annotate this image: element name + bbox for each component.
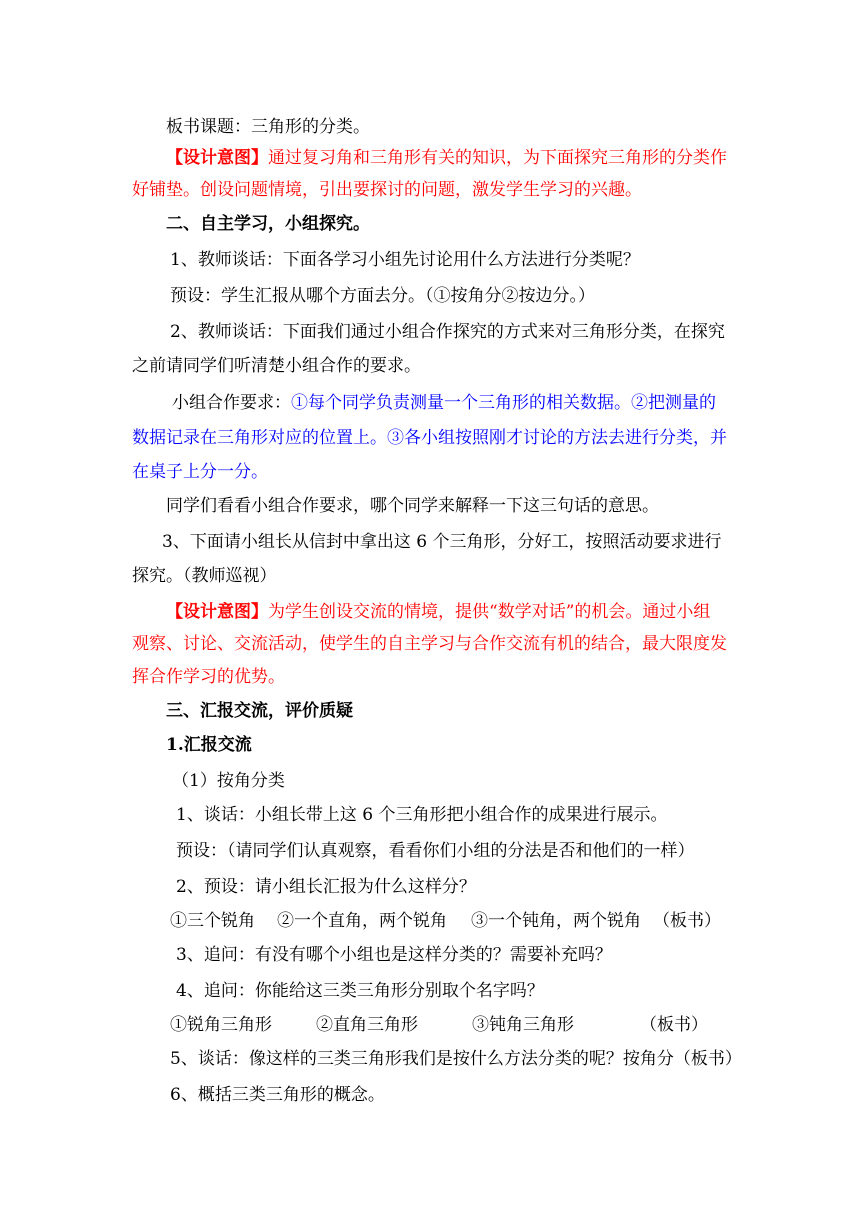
paragraph-step-3-line-1: 3、下面请小组长从信封中拿出这 6 个三角形，分好工，按照活动要求进行 <box>162 532 722 552</box>
paragraph-teacher-talk-2-line-1: 2、教师谈话：下面我们通过小组合作探究的方式来对三角形分类，在探究 <box>170 322 725 342</box>
group-requirements-text: ①每个同学负责测量一个三角形的相关数据。②把测量的 <box>291 393 716 413</box>
design-intent-1-line-1 <box>166 147 727 169</box>
design-intent-1-line-2: 好铺垫。创设问题情境，引出要探讨的问题，激发学生学习的兴趣。 <box>132 180 642 200</box>
design-intent-tag: 【设计意图】 <box>166 148 268 168</box>
paragraph-preset-2: 预设：（请同学们认真观察，看看你们小组的分法是否和他们的一样） <box>176 841 695 861</box>
group-requirements-line-3: 在桌子上分一分。 <box>132 462 268 482</box>
paragraph-step-3-line-2: 探究。（教师巡视） <box>132 566 277 586</box>
paragraph-follow-up-1: 3、追问：有没有哪个小组也是这样分类的？需要补充吗？ <box>176 945 612 965</box>
angle-type-3: ③一个钝角，两个锐角 <box>471 911 641 931</box>
design-intent-tag: 【设计意图】 <box>166 602 268 622</box>
subsection-heading-1: 1.汇报交流 <box>166 735 252 755</box>
triangle-names-row <box>170 1014 708 1036</box>
paragraph-talk-1: 1、谈话：小组长带上这 6 个三角形把小组合作的成果进行展示。 <box>176 805 668 825</box>
board-note: （板书） <box>640 1015 708 1035</box>
design-intent-text: 为学生创设交流的情境，提供“数学对话”的机会。通过小组 <box>268 602 711 622</box>
group-requirements-lead: 小组合作要求： <box>172 393 291 413</box>
design-intent-2-line-2: 观察、讨论、交流活动，使学生的自主学习与合作交流有机的结合，最大限度发 <box>132 634 727 654</box>
section-heading-3: 三、汇报交流，评价质疑 <box>166 701 353 721</box>
design-intent-2-line-3: 挥合作学习的优势。 <box>132 667 285 687</box>
paragraph-board-title: 板书课题：三角形的分类。 <box>166 117 370 137</box>
paragraph-preset-3: 2、预设：请小组长汇报为什么这样分？ <box>176 877 476 897</box>
angle-type-2: ②一个直角，两个锐角 <box>277 911 447 931</box>
subsection-angle-classification: （1）按角分类 <box>172 771 285 791</box>
group-requirements-line-1 <box>172 392 716 414</box>
design-intent-text: 通过复习角和三角形有关的知识，为下面探究三角形的分类作 <box>268 148 727 168</box>
board-note: （板书） <box>653 911 721 931</box>
paragraph-talk-5: 5、谈话：像这样的三类三角形我们是按什么方法分类的呢？按角分（板书） <box>170 1049 742 1069</box>
angle-types-row <box>170 910 721 932</box>
group-requirements-line-2: 数据记录在三角形对应的位置上。③各小组按照刚才讨论的方法去进行分类，并 <box>132 428 727 448</box>
triangle-name-2: ②直角三角形 <box>316 1015 418 1035</box>
paragraph-teacher-talk-1: 1、教师谈话：下面各学习小组先讨论用什么方法进行分类呢？ <box>170 250 640 270</box>
paragraph-follow-up-2: 4、追问：你能给这三类三角形分别取个名字吗？ <box>176 981 544 1001</box>
angle-type-1: ①三个锐角 <box>170 911 255 931</box>
design-intent-2-line-1 <box>166 601 710 623</box>
triangle-name-1: ①锐角三角形 <box>170 1015 272 1035</box>
paragraph-explain: 同学们看看小组合作要求，哪个同学来解释一下这三句话的意思。 <box>166 496 659 516</box>
paragraph-summary: 6、概括三类三角形的概念。 <box>170 1085 385 1105</box>
section-heading-2: 二、自主学习，小组探究。 <box>166 214 370 234</box>
paragraph-teacher-talk-2-line-2: 之前请同学们听清楚小组合作的要求。 <box>132 356 421 376</box>
paragraph-preset-1: 预设：学生汇报从哪个方面去分。（①按角分②按边分。） <box>170 286 595 306</box>
triangle-name-3: ③钝角三角形 <box>472 1015 574 1035</box>
